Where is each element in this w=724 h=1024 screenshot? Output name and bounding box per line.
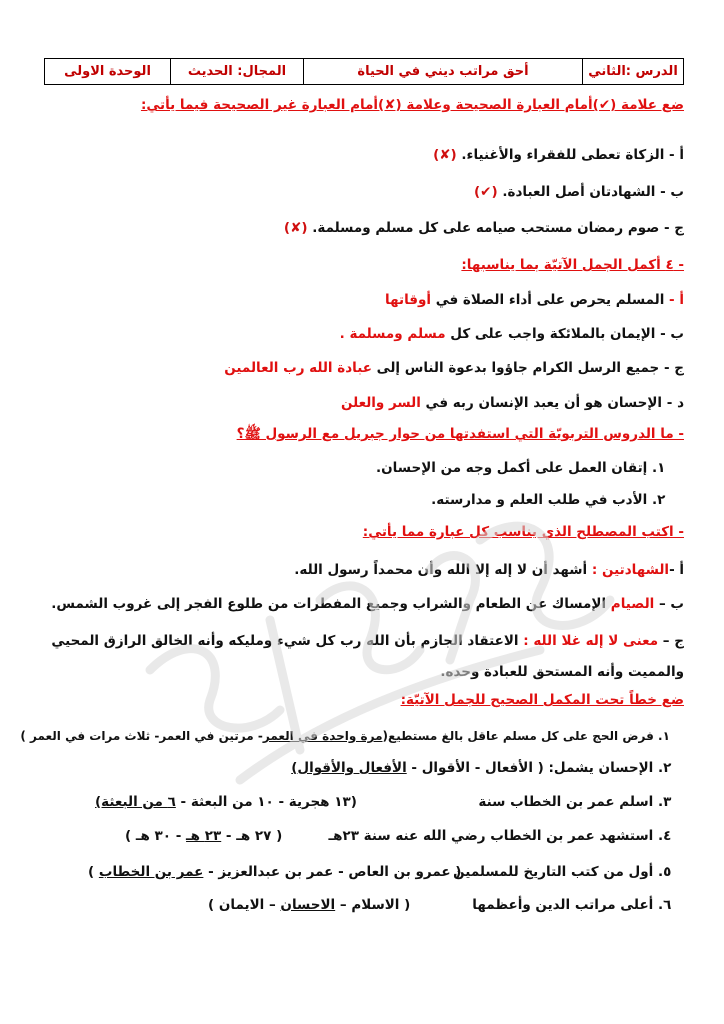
unit-cell: الوحدة الاولى xyxy=(45,59,171,85)
q1-item-b-text: الشهادتان أصل العبادة. xyxy=(502,184,656,200)
q5-item-5-num: ٥. xyxy=(658,864,672,880)
q3-item-1-text: إتقان العمل على أكمل وجه من الإحسان. xyxy=(376,460,648,476)
q5-item-4-correct: ٢٣ هـ xyxy=(186,828,222,844)
q2-item-a-answer: أوقاتها xyxy=(385,292,432,308)
q4-item-b xyxy=(51,594,684,614)
q4-item-a-prefix: أ - xyxy=(669,562,684,578)
q2-item-c-answer: عبادة الله رب العالمين xyxy=(224,360,372,376)
q2-item-d xyxy=(341,393,684,413)
q5-item-4 xyxy=(329,826,681,846)
q2-item-a-text: المسلم يحرص على أداء الصلاة في xyxy=(431,292,665,308)
q5-item-6-correct: الاحسان xyxy=(280,897,336,913)
q5-item-2 xyxy=(291,758,680,778)
q5-item-3 xyxy=(478,792,680,812)
q5-item-4-num: ٤. xyxy=(658,828,672,844)
q2-item-c-prefix: ج - xyxy=(659,360,684,376)
cross-mark-icon: (✘) xyxy=(283,220,308,236)
q5-item-6 xyxy=(472,895,680,915)
q4-item-a-text: أشهد أن لا إله إلا الله وأن محمداً رسول الله. xyxy=(294,562,592,578)
q4-item-c-prefix: ج – xyxy=(658,633,684,649)
q3-item-2-num: ٢. xyxy=(652,492,666,508)
q5-item-4-options xyxy=(125,826,282,846)
q4-item-a xyxy=(294,560,684,580)
q5-item-2-correct: الأفعال والأقوال) xyxy=(291,760,407,776)
q5-item-3-num: ٣. xyxy=(658,794,672,810)
lesson-cell: الدرس :الثاني xyxy=(583,59,684,85)
q5-item-6-option-c: – الايمان ) xyxy=(208,897,281,913)
q5-item-5-close: ) xyxy=(88,864,99,880)
q1-item-c-prefix: ج - xyxy=(659,220,684,236)
q5-item-6-option-a: ( الاسلام – xyxy=(335,897,411,913)
q1-item-b-prefix: ب - xyxy=(655,184,684,200)
q5-item-1-rest: - مرتين في العمر- ثلاث مرات في العمر ) xyxy=(20,729,263,743)
q5-item-1 xyxy=(20,726,680,746)
q2-item-a xyxy=(385,290,684,310)
q5-item-2-option: الأفعال - الأقوال - xyxy=(406,760,533,776)
q4-item-c-term: معنى لا إله غلا الله : xyxy=(523,633,659,649)
q4-item-c xyxy=(39,626,684,688)
q3-item-2 xyxy=(431,490,674,510)
q5-item-5-option: ( عمرو بن العاص - عمر بن عبدالعزيز - xyxy=(203,864,462,880)
q1-item-a-text: الزكاة تعطى للفقراء والأغنياء. xyxy=(461,147,665,163)
q3-item-1-num: ١. xyxy=(652,460,666,476)
q5-item-5 xyxy=(453,862,680,882)
q4-title: - اكتب المصطلح الذي يناسب كل عبارة مما يأتي: xyxy=(362,524,684,540)
q3-item-1 xyxy=(376,458,674,478)
q5-item-5-options xyxy=(88,862,461,882)
header-table xyxy=(44,58,684,85)
q5-item-3-option: (١٣ هجرية - ١٠ من البعثة - xyxy=(175,794,357,810)
q5-item-1-num: ١. xyxy=(658,729,670,743)
q4-item-c-text: الاعتقاد الجازم بأن الله رب كل شيء ومليكه وأنه الخالق الرازق المحيي والمميت وأنه المستحق للعبادة وحده. xyxy=(51,633,684,680)
q2-item-c-text: جميع الرسل الكرام جاؤوا بدعوة الناس إلى xyxy=(371,360,660,376)
field-cell: المجال: الحديث xyxy=(171,59,304,85)
q2-item-b-text: الإيمان بالملائكة واجب على كل xyxy=(445,326,656,342)
q1-item-c xyxy=(284,218,684,238)
q1-item-a xyxy=(433,145,684,165)
q4-item-b-prefix: ب – xyxy=(654,596,684,612)
q2-item-d-prefix: د - xyxy=(662,395,684,411)
q5-item-6-text: أعلى مراتب الدين وأعظمها xyxy=(472,897,654,913)
q5-item-2-num: ٢. xyxy=(658,760,672,776)
q2-item-c xyxy=(224,358,684,378)
q5-item-5-text: أول من كتب التاريخ للمسلمين xyxy=(453,864,654,880)
q5-item-3-options xyxy=(95,792,357,812)
q5-item-4-text: استشهد عمر بن الخطاب رضي الله عنه سنة ٢٣هـ xyxy=(328,828,654,844)
check-mark-icon: (✔) xyxy=(474,184,498,200)
q2-item-d-text: الإحسان هو أن يعبد الإنسان ربه في xyxy=(420,395,663,411)
q5-item-6-options xyxy=(208,895,410,915)
cross-mark-icon: (✘) xyxy=(433,147,457,163)
q3-title: - ما الدروس التربويّة التي استفدتها من حوار جبريل مع الرسول ﷺ؟ xyxy=(236,426,684,442)
q5-item-1-text: فرض الحج على كل مسلم عاقل بالغ مستطيع( xyxy=(382,729,654,743)
q5-title: ضع خطاً تحت المكمل الصحيح للجمل الآتيّة: xyxy=(400,692,684,708)
title-cell: أحق مراتب ديني في الحياة xyxy=(304,59,583,85)
q1-item-b xyxy=(474,182,684,202)
q2-item-b-answer: مسلم ومسلمة . xyxy=(339,326,446,342)
q2-item-b-prefix: ب - xyxy=(655,326,684,342)
q5-item-3-text: اسلم عمر بن الخطاب سنة xyxy=(478,794,654,810)
q5-item-1-correct: مرة واحدة في العمر xyxy=(262,729,383,743)
q5-item-3-correct: ٦ من البعثة) xyxy=(95,794,176,810)
q5-item-4-option-c: - ٣٠ هـ ) xyxy=(125,828,187,844)
q3-item-2-text: الأدب في طلب العلم و مدارسته. xyxy=(431,492,648,508)
q5-item-4-option-a: ( ٢٧ هـ - xyxy=(221,828,283,844)
q2-item-d-answer: السر والعلن xyxy=(340,395,421,411)
q4-item-b-term: الصيام xyxy=(610,596,655,612)
q2-title: - ٤ أكمل الجمل الآتيّة بما يناسبها: xyxy=(461,257,684,273)
q5-item-5-correct: عمر بن الخطاب xyxy=(98,864,204,880)
q4-item-b-text: الإمساك عن الطعام والشراب وجميع المفطرات من طلوع الفجر إلى غروب الشمس. xyxy=(51,596,611,612)
q2-item-a-prefix: أ - xyxy=(664,292,684,308)
q5-item-2-text: الإحسان يشمل: ( xyxy=(532,760,654,776)
q1-item-c-text: صوم رمضان مستحب صيامه على كل مسلم ومسلمة. xyxy=(312,220,660,236)
q1-title: ضع علامة (✔)أمام العبارة الصحيحة وعلامة (✘)أمام العبارة غير الصحيحة فيما يأتي: xyxy=(140,97,684,113)
q1-item-a-prefix: أ - xyxy=(664,147,684,163)
q4-item-a-term: الشهادتين : xyxy=(591,562,670,578)
q2-item-b xyxy=(340,324,684,344)
q5-item-6-num: ٦. xyxy=(658,897,672,913)
